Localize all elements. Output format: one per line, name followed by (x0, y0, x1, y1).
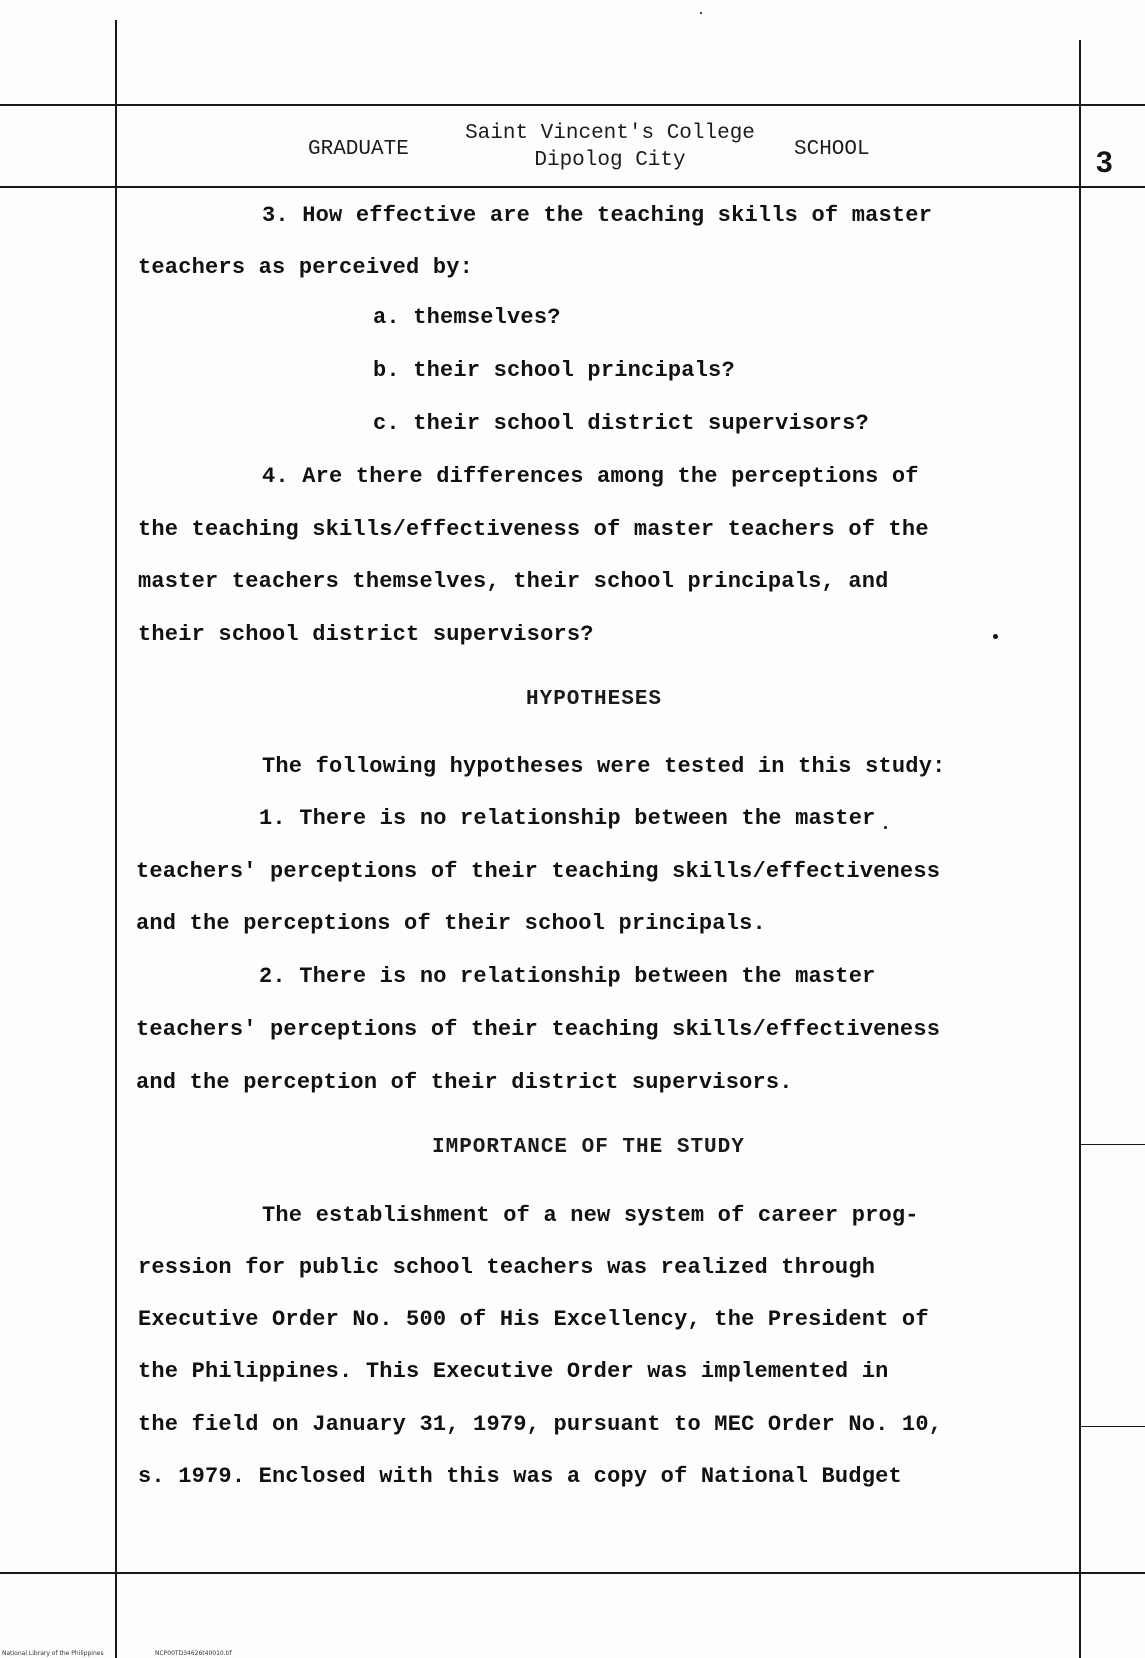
q4-line-2: the teaching skills/effectiveness of master teachers of the (138, 517, 929, 542)
h2-line-1: 2. There is no relationship between the master (259, 964, 876, 989)
left-margin-rule (115, 20, 117, 1658)
hypotheses-heading: HYPOTHESES (526, 688, 663, 711)
importance-line-5: the field on January 31, 1979, pursuant to MEC Order No. 10, (138, 1412, 943, 1437)
right-tick-2 (1079, 1426, 1145, 1427)
q4-line-1: 4. Are there differences among the perceptions of (262, 464, 919, 489)
page-number: 3 (1096, 146, 1113, 179)
header-bottom-rule (0, 186, 1145, 188)
footer-file-id: NCP00TD34626t40010.tif (155, 1650, 232, 1657)
q3-item-c: c. their school district supervisors? (373, 411, 869, 436)
q4-line-3: master teachers themselves, their school principals, and (138, 569, 889, 594)
q4-line-4: their school district supervisors? (138, 622, 594, 647)
importance-line-4: the Philippines. This Executive Order was implemented in (138, 1359, 889, 1384)
importance-line-1: The establishment of a new system of career prog- (262, 1203, 919, 1228)
q3-line-2: teachers as perceived by: (138, 255, 474, 280)
importance-line-3: Executive Order No. 500 of His Excellency, the President of (138, 1307, 929, 1332)
top-rule (0, 104, 1145, 106)
q3-item-a: a. themselves? (373, 305, 561, 330)
header-college: Saint Vincent's College (465, 122, 755, 145)
header-graduate: GRADUATE (308, 138, 409, 161)
h1-line-2: teachers' perceptions of their teaching skills/effectiveness (136, 859, 941, 884)
scan-speck (993, 634, 998, 639)
h1-line-3: and the perceptions of their school principals. (136, 911, 766, 936)
right-margin-rule (1079, 40, 1081, 1658)
header-city: Dipolog City (534, 149, 686, 172)
scan-speck (700, 12, 702, 14)
importance-line-6: s. 1979. Enclosed with this was a copy of National Budget (138, 1464, 902, 1489)
q3-item-b: b. their school principals? (373, 358, 735, 383)
h2-line-2: teachers' perceptions of their teaching skills/effectiveness (136, 1017, 941, 1042)
header-college-block (450, 120, 770, 174)
h2-line-3: and the perception of their district supervisors. (136, 1070, 793, 1095)
scan-speck (884, 826, 887, 829)
q3-line-1: 3. How effective are the teaching skills of master (262, 203, 933, 228)
h1-line-1: 1. There is no relationship between the master (259, 806, 876, 831)
header-school: SCHOOL (794, 138, 870, 161)
right-tick-1 (1079, 1144, 1145, 1145)
importance-line-2: ression for public school teachers was realized through (138, 1255, 876, 1280)
importance-heading: IMPORTANCE OF THE STUDY (432, 1136, 745, 1159)
hypotheses-intro: The following hypotheses were tested in this study: (262, 754, 946, 779)
bottom-rule (0, 1572, 1145, 1574)
footer-library: National Library of the Philippines (2, 1650, 104, 1657)
